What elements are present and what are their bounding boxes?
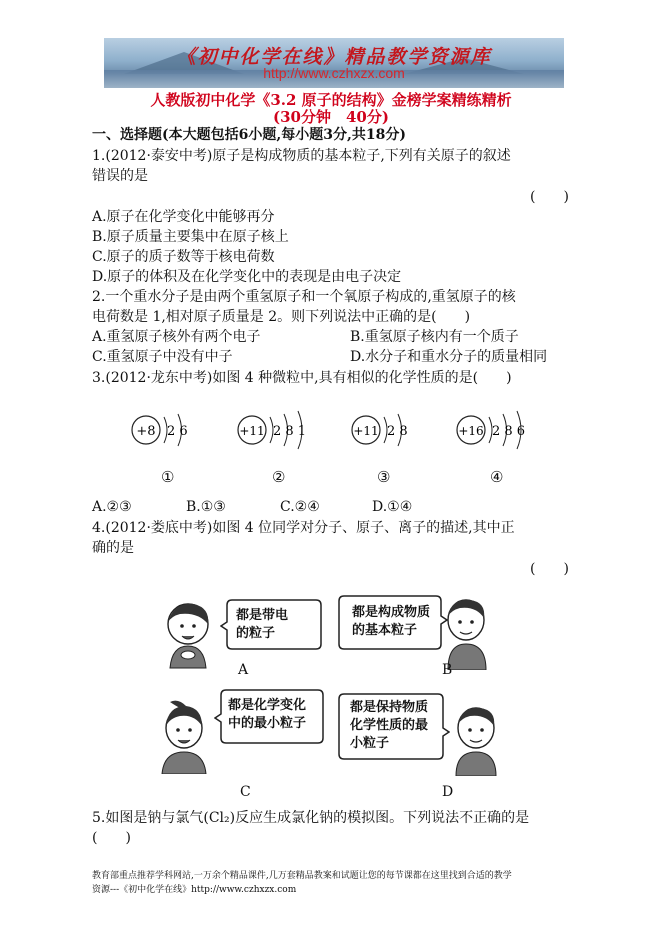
atom-structure-graphic bbox=[236, 405, 326, 455]
student-b-figure bbox=[440, 596, 500, 670]
speech-bubble-c-line2: 中的最小粒子 bbox=[228, 716, 307, 731]
q1-option-b: B.原子质量主要集中在原子核上 bbox=[92, 229, 289, 245]
student-d-figure bbox=[448, 704, 506, 776]
student-a-figure bbox=[150, 600, 225, 670]
q2-stem: 2.一个重水分子是由两个重氢原子和一个氧原子构成的,重氢原子的核 bbox=[92, 289, 516, 305]
atom-diagram-3 bbox=[350, 405, 430, 455]
student-c-figure bbox=[148, 700, 216, 774]
speech-bubble-c-line1: 都是化学变化 bbox=[228, 698, 307, 713]
q2-stem-cont: 电荷数是 1,相对原子质量是 2。则下列说法中正确的是( ) bbox=[92, 309, 471, 325]
q3-option-b: B.①③ bbox=[186, 499, 226, 515]
q2-option-b: B.重氢原子核内有一个质子 bbox=[350, 329, 519, 345]
q4-answer-bracket: ( ) bbox=[530, 561, 569, 577]
atom-structure-graphic bbox=[455, 405, 545, 455]
q4-stem: 4.(2012·娄底中考)如图 4 位同学对分子、原子、离子的描述,其中正 bbox=[92, 520, 515, 536]
atom-electron-shells: 2 8 6 bbox=[492, 424, 526, 439]
student-b-label: B bbox=[442, 662, 453, 678]
atom-nucleus-charge: +16 bbox=[458, 424, 484, 438]
speech-bubble-b-line1: 都是构成物质 bbox=[352, 605, 431, 620]
atom-diagram-4 bbox=[455, 405, 545, 455]
student-a-label: A bbox=[238, 662, 249, 678]
atom-nucleus-charge: +11 bbox=[239, 424, 265, 438]
q1-answer-bracket: ( ) bbox=[530, 189, 569, 205]
footer-line-1: 教育部重点推荐学科网站,一万余个精品课件,几万套精品教案和试题让您的每节课都在这里找到合适的教学 bbox=[92, 871, 512, 881]
speech-bubble-d-line2: 化学性质的最 bbox=[350, 718, 429, 733]
q1-option-c: C.原子的质子数等于核电荷数 bbox=[92, 249, 275, 265]
atom-label-2: ② bbox=[272, 468, 286, 486]
q5-stem: 5.如图是钠与氯气(Cl₂)反应生成氯化钠的模拟图。下列说法不正确的是 bbox=[92, 810, 530, 826]
section-heading: 一、选择题(本大题包括6小题,每小题3分,共18分) bbox=[92, 127, 406, 143]
banner-title: 《初中化学在线》精品教学资源库 bbox=[176, 46, 492, 68]
atom-electron-shells: 2 8 1 bbox=[273, 424, 307, 439]
atom-nucleus-charge: +8 bbox=[136, 424, 156, 439]
student-c-label: C bbox=[240, 784, 251, 800]
q2-option-a: A.重氢原子核外有两个电子 bbox=[92, 329, 261, 345]
atom-diagram-1 bbox=[130, 405, 200, 455]
speech-bubble-a-line1: 都是带电 bbox=[236, 608, 289, 623]
atom-label-3: ③ bbox=[377, 468, 391, 486]
atom-electron-shells: 2 8 bbox=[387, 424, 408, 439]
q1-stem: 1.(2012·泰安中考)原子是构成物质的基本粒子,下列有关原子的叙述 bbox=[92, 148, 511, 164]
q1-option-d: D.原子的体积及在化学变化中的表现是由电子决定 bbox=[92, 269, 402, 285]
student-d-label: D bbox=[442, 784, 454, 800]
atom-label-1: ① bbox=[161, 468, 175, 486]
q1-option-a: A.原子在化学变化中能够再分 bbox=[92, 209, 275, 225]
q3-option-d: D.①④ bbox=[372, 499, 413, 515]
q3-option-a: A.②③ bbox=[92, 499, 132, 515]
q1-stem-cont: 错误的是 bbox=[92, 168, 148, 184]
header-banner bbox=[104, 38, 564, 88]
speech-bubble-b-line2: 的基本粒子 bbox=[352, 623, 418, 638]
page-title: 人教版初中化学《3.2 原子的结构》金榜学案精练精析 bbox=[150, 91, 512, 109]
atom-structure-graphic bbox=[130, 405, 200, 455]
atom-label-4: ④ bbox=[490, 468, 504, 486]
q4-stem-cont: 确的是 bbox=[92, 540, 134, 556]
footer-line-2[interactable]: 资源---《初中化学在线》http://www.czhxzx.com bbox=[92, 885, 297, 895]
q2-option-d: D.水分子和重水分子的质量相同 bbox=[350, 349, 548, 365]
q3-option-c: C.②④ bbox=[280, 499, 320, 515]
q2-option-c: C.重氢原子中没有中子 bbox=[92, 349, 233, 365]
atom-electron-shells: 2 6 bbox=[167, 424, 188, 439]
page-subtitle: (30分钟 40分) bbox=[273, 108, 389, 126]
q5-answer-bracket: ( ) bbox=[92, 830, 131, 846]
atom-nucleus-charge: +11 bbox=[353, 424, 379, 438]
speech-bubble-d-line3: 小粒子 bbox=[350, 736, 390, 751]
atom-diagram-2 bbox=[236, 405, 326, 455]
speech-bubble-a-line2: 的粒子 bbox=[236, 626, 276, 641]
q3-stem: 3.(2012·龙东中考)如图 4 种微粒中,具有相似的化学性质的是( ) bbox=[92, 370, 512, 386]
atom-structure-graphic bbox=[350, 405, 430, 455]
banner-url[interactable]: http://www.czhxzx.com bbox=[263, 65, 405, 81]
speech-bubble-d-line1: 都是保持物质 bbox=[350, 700, 429, 715]
